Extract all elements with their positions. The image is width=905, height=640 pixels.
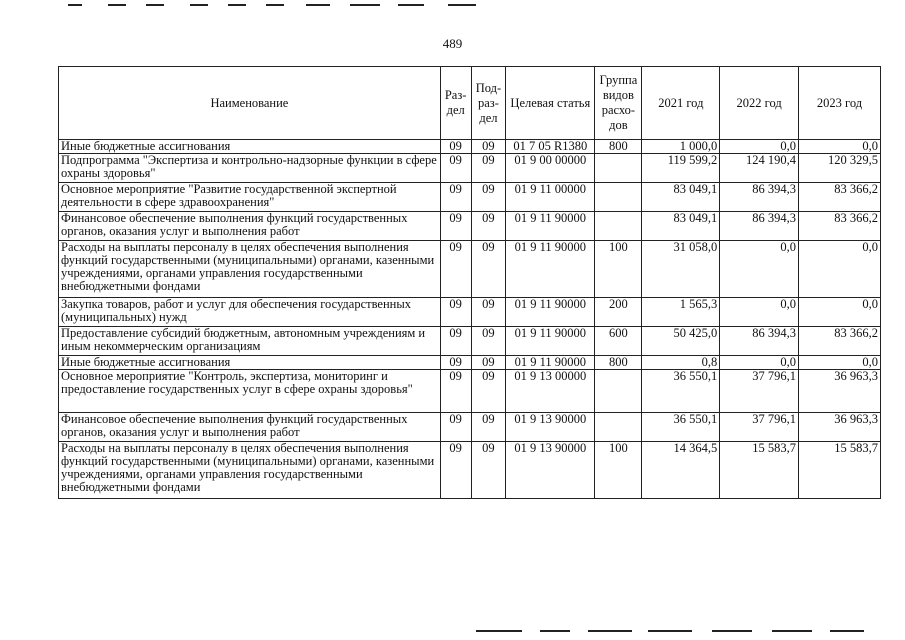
scan-edge-marks-bottom <box>0 630 905 636</box>
budget-table <box>58 66 881 499</box>
cell-2023: 0,0 <box>799 241 881 298</box>
cell-razdel: 09 <box>440 370 471 413</box>
cell-group: 100 <box>595 442 642 499</box>
cell-podrazdel: 09 <box>471 212 506 241</box>
cell-article: 01 9 11 90000 <box>506 212 595 241</box>
cell-2022: 0,0 <box>720 140 799 154</box>
cell-name: Подпрограмма "Экспертиза и контрольно-надзорные функции в сфере охраны здоровья" <box>59 154 441 183</box>
cell-2021: 31 058,0 <box>642 241 720 298</box>
scan-edge-marks-top <box>0 4 905 10</box>
cell-razdel: 09 <box>440 356 471 370</box>
cell-podrazdel: 09 <box>471 140 506 154</box>
cell-podrazdel: 09 <box>471 327 506 356</box>
cell-name: Иные бюджетные ассигнования <box>59 356 441 370</box>
cell-2022: 0,0 <box>720 356 799 370</box>
cell-2021: 50 425,0 <box>642 327 720 356</box>
cell-group: 800 <box>595 140 642 154</box>
cell-razdel: 09 <box>440 183 471 212</box>
table-row <box>59 327 881 356</box>
cell-2023: 0,0 <box>799 356 881 370</box>
cell-2022: 86 394,3 <box>720 183 799 212</box>
header-article: Целевая статья <box>506 67 595 140</box>
cell-article: 01 9 11 90000 <box>506 327 595 356</box>
cell-2023: 36 963,3 <box>799 370 881 413</box>
table-row <box>59 370 881 413</box>
cell-article: 01 9 11 00000 <box>506 183 595 212</box>
cell-2021: 83 049,1 <box>642 212 720 241</box>
cell-razdel: 09 <box>440 442 471 499</box>
cell-name: Расходы на выплаты персоналу в целях обеспечения выполнения функций государственными (муниципальными) органами, казенными учреждениями, органами управления государственными внебюджетными фондами <box>59 241 441 298</box>
cell-name: Основное мероприятие "Контроль, экспертиза, мониторинг и предоставление государственных услуг в сфере охраны здоровья" <box>59 370 441 413</box>
header-group: Группа видов расхо-дов <box>595 67 642 140</box>
cell-podrazdel: 09 <box>471 370 506 413</box>
cell-2021: 0,8 <box>642 356 720 370</box>
cell-group: 200 <box>595 298 642 327</box>
cell-name: Расходы на выплаты персоналу в целях обеспечения выполнения функций государственными (муниципальными) органами, казенными учреждениями, органами управления государственными внебюджетными фондами <box>59 442 441 499</box>
cell-2022: 0,0 <box>720 298 799 327</box>
cell-group <box>595 154 642 183</box>
cell-razdel: 09 <box>440 212 471 241</box>
cell-group <box>595 183 642 212</box>
cell-2023: 83 366,2 <box>799 212 881 241</box>
cell-podrazdel: 09 <box>471 298 506 327</box>
table-row <box>59 140 881 154</box>
header-2021: 2021 год <box>642 67 720 140</box>
cell-2023: 36 963,3 <box>799 413 881 442</box>
cell-2023: 83 366,2 <box>799 183 881 212</box>
cell-2023: 83 366,2 <box>799 327 881 356</box>
cell-name: Финансовое обеспечение выполнения функций государственных органов, оказания услуг и выполнения работ <box>59 212 441 241</box>
cell-article: 01 9 13 90000 <box>506 413 595 442</box>
cell-article: 01 9 13 90000 <box>506 442 595 499</box>
cell-podrazdel: 09 <box>471 442 506 499</box>
table-row <box>59 212 881 241</box>
cell-2021: 1 000,0 <box>642 140 720 154</box>
cell-article: 01 9 13 00000 <box>506 370 595 413</box>
cell-name: Закупка товаров, работ и услуг для обеспечения государственных (муниципальных) нужд <box>59 298 441 327</box>
cell-2022: 15 583,7 <box>720 442 799 499</box>
cell-2021: 36 550,1 <box>642 370 720 413</box>
cell-article: 01 9 11 90000 <box>506 241 595 298</box>
cell-name: Финансовое обеспечение выполнения функций государственных органов, оказания услуг и выполнения работ <box>59 413 441 442</box>
cell-2023: 0,0 <box>799 140 881 154</box>
table-row <box>59 154 881 183</box>
page-number: 489 <box>442 36 463 51</box>
cell-razdel: 09 <box>440 241 471 298</box>
header-2022: 2022 год <box>720 67 799 140</box>
cell-article: 01 7 05 R1380 <box>506 140 595 154</box>
table-row <box>59 413 881 442</box>
cell-2022: 0,0 <box>720 241 799 298</box>
cell-razdel: 09 <box>440 298 471 327</box>
cell-2022: 124 190,4 <box>720 154 799 183</box>
cell-razdel: 09 <box>440 327 471 356</box>
cell-podrazdel: 09 <box>471 413 506 442</box>
header-name: Наименование <box>59 67 441 140</box>
header-razdel: Раз-дел <box>440 67 471 140</box>
cell-podrazdel: 09 <box>471 183 506 212</box>
table-row <box>59 241 881 298</box>
table-header-row <box>59 67 881 140</box>
table-row <box>59 183 881 212</box>
table-row <box>59 298 881 327</box>
header-2023: 2023 год <box>799 67 881 140</box>
cell-2023: 15 583,7 <box>799 442 881 499</box>
cell-2021: 14 364,5 <box>642 442 720 499</box>
cell-2023: 120 329,5 <box>799 154 881 183</box>
cell-podrazdel: 09 <box>471 241 506 298</box>
cell-article: 01 9 00 00000 <box>506 154 595 183</box>
cell-group: 800 <box>595 356 642 370</box>
header-podrazdel: Под-раз-дел <box>471 67 506 140</box>
table-row <box>59 356 881 370</box>
cell-podrazdel: 09 <box>471 154 506 183</box>
cell-2021: 119 599,2 <box>642 154 720 183</box>
table-row <box>59 442 881 499</box>
cell-2023: 0,0 <box>799 298 881 327</box>
cell-razdel: 09 <box>440 154 471 183</box>
cell-group: 100 <box>595 241 642 298</box>
cell-podrazdel: 09 <box>471 356 506 370</box>
cell-2022: 37 796,1 <box>720 413 799 442</box>
table-body <box>59 140 881 499</box>
cell-group <box>595 413 642 442</box>
cell-name: Основное мероприятие "Развитие государственной экспертной деятельности в сфере здравоохранения" <box>59 183 441 212</box>
cell-2021: 83 049,1 <box>642 183 720 212</box>
cell-article: 01 9 11 90000 <box>506 298 595 327</box>
cell-name: Иные бюджетные ассигнования <box>59 140 441 154</box>
cell-2022: 86 394,3 <box>720 212 799 241</box>
cell-razdel: 09 <box>440 413 471 442</box>
cell-name: Предоставление субсидий бюджетным, автономным учреждениям и иным некоммерческим организациям <box>59 327 441 356</box>
cell-article: 01 9 11 90000 <box>506 356 595 370</box>
cell-2022: 86 394,3 <box>720 327 799 356</box>
cell-group <box>595 370 642 413</box>
cell-group <box>595 212 642 241</box>
cell-group: 600 <box>595 327 642 356</box>
cell-2021: 1 565,3 <box>642 298 720 327</box>
cell-2022: 37 796,1 <box>720 370 799 413</box>
cell-2021: 36 550,1 <box>642 413 720 442</box>
cell-razdel: 09 <box>440 140 471 154</box>
